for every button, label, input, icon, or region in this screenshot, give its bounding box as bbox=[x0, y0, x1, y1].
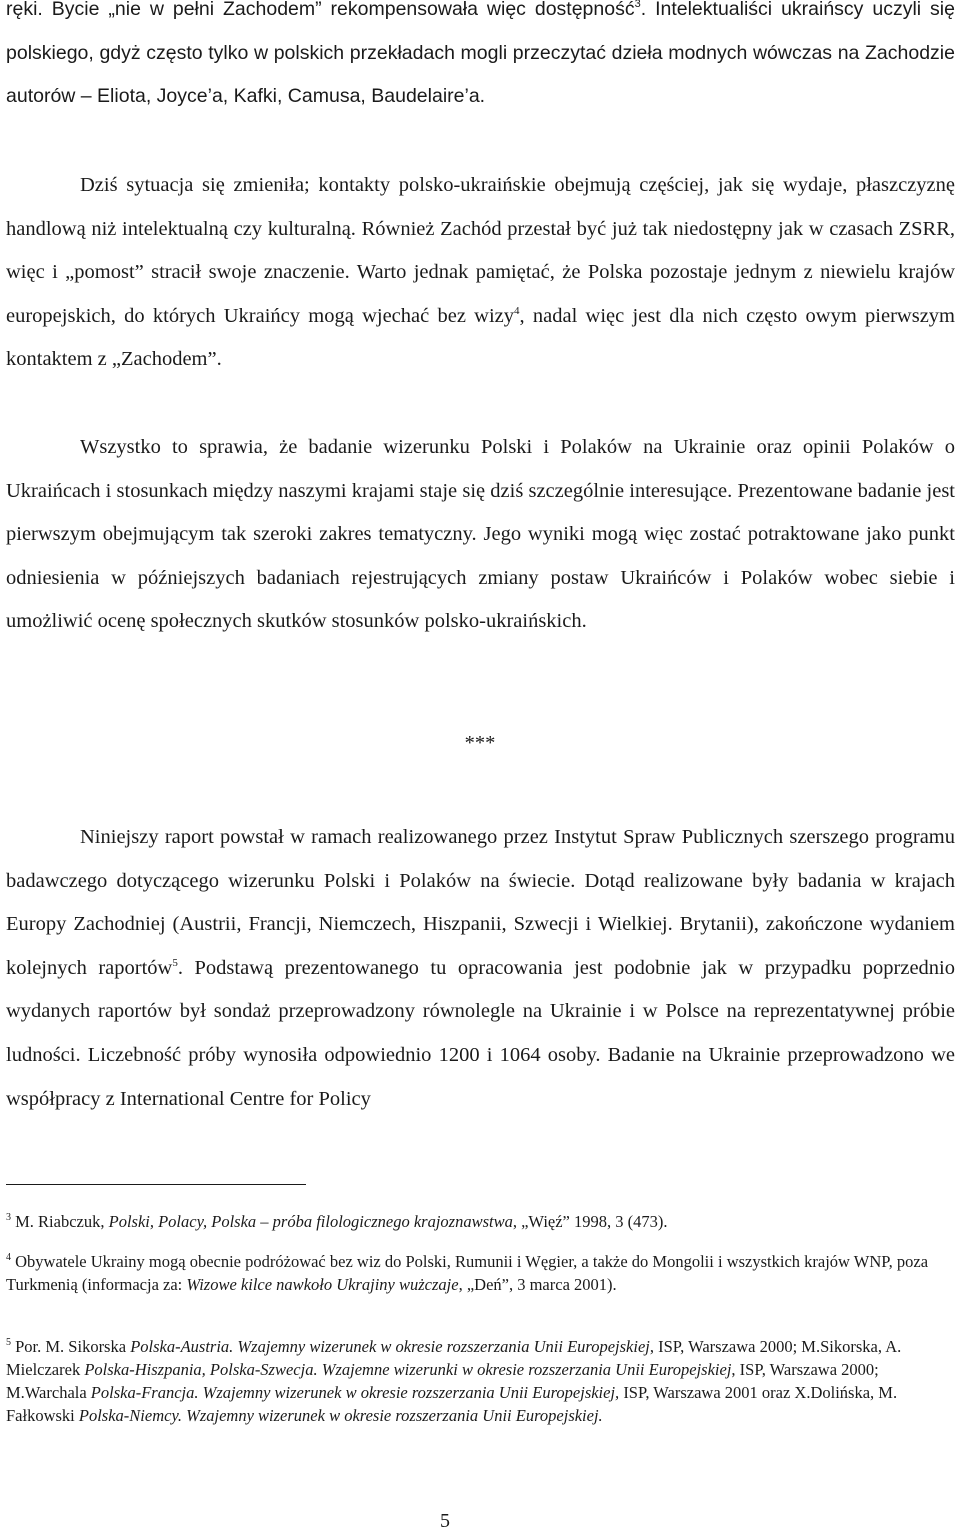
footnote-4-title: Wizowe kilce nawkoło Ukrajiny wużczaje bbox=[186, 1275, 459, 1294]
paragraph-2 bbox=[6, 164, 955, 382]
footnote-5-title-b: Polska-Hiszpania, Polska-Szwecja. Wzajemne wizerunki w okresie rozszerzania Unii Europejskiej bbox=[84, 1360, 732, 1379]
footnote-3-title: Polski, Polacy, Polska – próba filologicznego krajoznawstwa bbox=[108, 1212, 513, 1231]
footnote-3 bbox=[6, 1210, 955, 1233]
footnote-4-text: Obywatele Ukrainy mogą obecnie podróżować bez wiz do Polski, Rumunii i Węgier, a także do Mongolii i wszystkich krajów WNP, poza Turkmenią (informacja za: bbox=[6, 1252, 929, 1294]
footnote-3-number: 3 bbox=[6, 1212, 11, 1223]
footnote-4-source: , „Deń”, 3 marca 2001). bbox=[458, 1275, 617, 1294]
footnote-5 bbox=[6, 1335, 955, 1427]
footnote-ref-4[interactable]: 4 bbox=[514, 304, 520, 317]
footnote-5-title-d: Polska-Niemcy. Wzajemny wizerunek w okresie rozszerzania Unii Europejskiej. bbox=[78, 1406, 603, 1425]
footnote-5-number: 5 bbox=[6, 1337, 11, 1348]
footnote-4 bbox=[6, 1250, 955, 1296]
footnote-5-text-d: ISP, Warszawa 2001 oraz X.Dolińska, M. Fałkowski bbox=[6, 1383, 898, 1425]
footnote-5-text-b: , ISP, Warszawa 2000; M.Sikorska, A. Mielczarek bbox=[6, 1337, 902, 1379]
footnote-4-number: 4 bbox=[6, 1252, 11, 1263]
paragraph-4-text-a: Niniejszy raport powstał w ramach realizowanego przez Instytut Spraw Publicznych szerszego programu badawczego dotyczącego wizerunku Polski i Polaków na świecie. Dotąd realizowane były badania w krajach Europy Zachodniej (Austrii, Francji, Niemczech, Hiszpanii, Szwecji i Wielkiej. Brytanii), zakończone wydaniem kolejnych raportów bbox=[6, 826, 955, 979]
paragraph-3-text: Wszystko to sprawia, że badanie wizerunku Polski i Polaków na Ukrainie oraz opinii Polaków o Ukraińcach i stosunkach między naszymi krajami staje się dziś szczególnie interesujące. Prezentowane badanie jest pierwszym obejmującym tak szeroki zakres tematyczny. Jego wyniki mogą więc zostać potraktowane jako punkt odniesienia w późniejszych badaniach rejestrujących zmiany postaw Ukraińców i Polaków wobec siebie i umożliwić ocenę społecznych skutków stosunków polsko-ukraińskich. bbox=[6, 436, 955, 633]
paragraph-3 bbox=[6, 426, 955, 644]
paragraph-1-text-b: . Intelektualiści ukraińscy uczyli się polskiego, gdyż często tylko w polskich przekładach mogli przeczytać dzieła modnych wówczas na Zachodzie autorów – Eliota, Joyce’a, Kafki, Camusa, Baudelaire’a. bbox=[6, 0, 955, 108]
section-separator: *** bbox=[464, 732, 496, 754]
footnote-ref-5[interactable]: 5 bbox=[172, 956, 178, 969]
paragraph-2-text-a: Dziś sytuacja się zmieniła; kontakty polsko-ukraińskie obejmują częściej, jak się wydaje, płaszczyznę handlową niż intelektualną czy kulturalną. Również Zachód przestał być już tak niedostępny jak w czasach ZSRR, więc i „pomost” stracił swoje znaczenie. Warto jednak pamiętać, że Polska pozostaje jednym z niewielu krajów europejskich, do których Ukraińcy mogą wjechać bez wizy bbox=[6, 174, 955, 327]
footnote-3-text: M. Riabczuk, bbox=[11, 1212, 109, 1231]
paragraph-1-text-a: ręki. Bycie „nie w pełni Zachodem” rekompensowała więc dostępność bbox=[6, 0, 635, 20]
paragraph-4 bbox=[6, 816, 955, 1121]
footnote-3-source: , „Więź” 1998, 3 (473). bbox=[512, 1212, 668, 1231]
page-number: 5 bbox=[440, 1510, 450, 1532]
footnote-5-title-a: Polska-Austria. Wzajemny wizerunek w okresie rozszerzania Unii Europejskiej bbox=[130, 1337, 650, 1356]
paragraph-1 bbox=[6, 0, 955, 119]
footnote-5-title-c: Polska-Francja. Wzajemny wizerunek w okresie rozszerzania Unii Europejskiej, bbox=[90, 1383, 620, 1402]
footnote-5-text-c: , ISP, Warszawa 2000; M.Warchala bbox=[6, 1360, 879, 1402]
footnote-5-text-a: Por. M. Sikorska bbox=[11, 1337, 131, 1356]
footnote-ref-3[interactable]: 3 bbox=[634, 0, 641, 10]
paragraph-4-text-b: . Podstawą prezentowanego tu opracowania jest podobnie jak w przypadku poprzednio wydanych raportów był sondaż przeprowadzony równolegle na Ukrainie i w Polsce na reprezentatywnej próbie ludności. Liczebność próby wynosiła odpowiednio 1200 i 1064 osoby. Badanie na Ukrainie przeprowadzono we współpracy z International Centre for Policy bbox=[6, 956, 956, 1110]
footnote-divider bbox=[6, 1184, 306, 1185]
paragraph-2-text-b: , nadal więc jest dla nich często owym pierwszym kontaktem z „Zachodem”. bbox=[6, 304, 955, 371]
